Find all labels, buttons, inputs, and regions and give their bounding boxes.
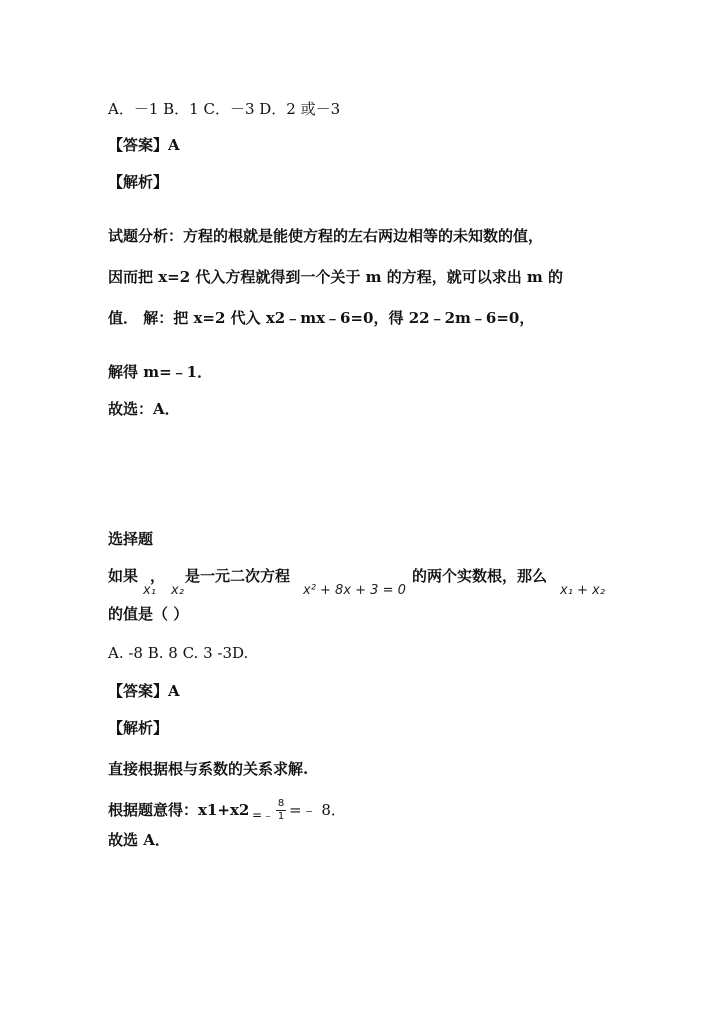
q2-stem-a: 如果 [108,567,139,585]
q2-derive-eq: =﹣ [252,808,275,822]
q1-answer: 【答案】A [108,136,180,154]
q2-derive-a: 根据题意得：x1+x2 [108,801,250,819]
q1-choice: 故选：A． [108,400,180,418]
q2-sum: x₁ + x₂ [560,583,605,598]
q1-options: A．－1 B．1 C．－3 D．2 或－3 [108,100,341,118]
q2-stem-b: 是一元二次方程 [185,567,291,585]
q2-stem-comma: ， [150,567,166,585]
q2-stem-c: 的两个实数根，那么 [412,567,548,585]
q1-analysis-line-3: 值． 解：把 x=2 代入 x2﹣mx﹣6=0，得 22﹣2m﹣6=0， [108,309,535,327]
q2-x2: x₂ [171,583,184,598]
q2-answer: 【答案】A [108,682,180,700]
q2-analysis-heading: 【解析】 [108,719,169,737]
q2-stem-d: 的值是（ ） [108,605,189,623]
q2-fraction-denominator: 1 [277,811,285,822]
q2-fraction-numerator: 8 [277,798,285,809]
q1-analysis-heading: 【解析】 [108,173,169,191]
q2-fraction [276,799,286,822]
q2-options: A. -8 B. 8 C. 3 -3D. [108,644,249,662]
q2-x1: x₁ [143,583,156,598]
q2-type: 选择题 [108,530,154,548]
q1-solution: 解得 m=﹣1． [108,363,213,381]
q2-analysis-line-1: 直接根据根与系数的关系求解. [108,760,309,778]
q1-analysis-line-2: 因而把 x=2 代入方程就得到一个关于 m 的方程，就可以求出 m 的 [108,268,564,286]
q2-equation: x² + 8x + 3 = 0 [303,583,406,598]
q1-analysis-line-1: 试题分析：方程的根就是能使方程的左右两边相等的未知数的值， [108,227,544,245]
q2-choice: 故选 A． [108,831,170,849]
q2-derive-end: =﹣ 8． [289,801,346,819]
